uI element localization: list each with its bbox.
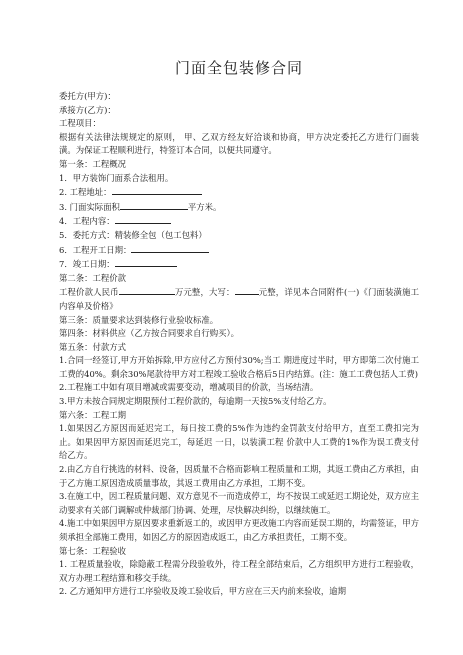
content-label: 4．工程内容： — [59, 216, 115, 227]
price-blank[interactable] — [119, 285, 175, 295]
section-6-paragraph-1: 1.如果因乙方原因而延迟完工，每日按工费的5%作为违约金罚款支付给甲方，直至工费扣完为止。如果因甲方原因而延迟完工，每延迟 一日，以装潢工程 价款中人工费的1%作为误工费支付给乙方。 — [59, 423, 419, 461]
contractor-line: 承接方(乙方)： — [59, 104, 116, 115]
section-7-paragraph-2: 2. 乙方通知甲方进行工序验收及竣工验收后，甲方应在三天内前来验收，逾期 — [59, 586, 347, 597]
address-label: 2. 工程地址： — [59, 187, 112, 198]
price-detail: 元整，详见本合同附件(一)《门面装潢施工内容单及价格》 — [59, 287, 419, 311]
section-3: 第三条：质量要求达到装修行业验收标准。 — [59, 314, 219, 325]
section-2-paragraph — [59, 285, 419, 313]
section-7-heading: 第七条：工程验收 — [59, 545, 126, 556]
intro-paragraph: 根据有关法律法规规定的原则， 甲、乙双方经友好洽谈和协商，甲方决定委托乙方进行门面装潢。为保证工程顺利进行，特签订本合同，以便共同遵守。 — [59, 131, 419, 156]
section-5-heading: 第五条：付款方式 — [59, 341, 126, 352]
section-1-item-3 — [59, 200, 419, 215]
address-blank[interactable] — [112, 185, 202, 195]
section-2-heading: 第二条：工程价款 — [59, 272, 126, 283]
section-4: 第四条：材料供应（乙方按合同要求自行购买）。 — [59, 328, 240, 339]
project-line: 工程项目： — [59, 118, 101, 129]
section-1-heading: 第一条：工程概况 — [59, 158, 126, 169]
end-date-blank[interactable] — [115, 257, 177, 267]
content-blank[interactable] — [115, 214, 171, 224]
section-7-paragraph-1: 1. 工程质量验收，除隐蔽工程需分段验收外，待工程全部结束后，乙方组织甲方进行工程验收，双方办理工程结算和移交手续。 — [59, 559, 419, 583]
section-1-item-2 — [59, 185, 419, 200]
document-title: 门面全包装修合同 — [174, 59, 303, 77]
start-date-label: 6．工程开工日期： — [59, 244, 132, 255]
section-1-item-6 — [59, 243, 419, 258]
contract-body — [59, 90, 419, 599]
section-6-paragraph-3: 3.在施工中，因工程质量问题、双方意见不一而造成停工，均不按误工或延迟工期论处，双方应主动要求有关部门调解或仲裁部门协调、处理，尽快解决纠纷，以继续施工。 — [59, 491, 419, 515]
price-label: 工程价款人民币 — [59, 287, 119, 298]
section-5-paragraph-2: 2.工程施工中如有项目增减或需要变动，增减项目的价款，当场结清。 — [59, 382, 319, 393]
section-1-item-5: 5．委托方式：精装修全包（包工包料） — [59, 229, 207, 240]
section-6-paragraph-4: 4.施工中如果因甲方原因要求重新返工的，或因甲方更改施工内容而延误工期的，均需签证，甲方须承担全部施工费用，如因乙方的原因造成返工，由乙方承担责任，工期不变。 — [59, 518, 419, 542]
start-date-blank[interactable] — [131, 243, 209, 253]
client-line: 委托方(甲方)： — [59, 91, 116, 101]
area-unit: 平方米。 — [187, 201, 222, 212]
section-6-heading: 第六条：工程工期 — [59, 409, 126, 420]
area-blank[interactable] — [120, 200, 188, 210]
section-5-paragraph-3: 3.甲方未按合同规定期限预付工程价款的，每逾期一天按5%支付给乙方。 — [59, 396, 332, 407]
section-5-paragraph-1: 1.合同一经签订,甲方开始拆除,甲方应付乙方预付30%;当工 期进度过半时，甲方即第二次付施工工费的40%。剩余30%尾款待甲方对工程竣工验收合格后5日内结算。(注：施工工费包括人工费) — [59, 355, 419, 379]
section-1-item-7 — [59, 257, 419, 272]
section-1-item-1: 1．甲方装饰门面系合法租用。 — [59, 172, 174, 183]
end-date-label: 7．竣工日期： — [59, 259, 115, 270]
area-label: 3. 门面实际面积 — [59, 201, 120, 212]
section-6-paragraph-2: 2.由乙方自行挑选的材料、设备，因质量不合格而影响工程质量和工期，其返工费由乙方承担，由于乙方施工原因造成质量事故，其返工费用由乙方承担，工期不变。 — [59, 464, 419, 488]
section-1-item-4 — [59, 214, 419, 229]
price-caps-label: 万元整，大写： — [174, 287, 235, 298]
price-caps-blank[interactable] — [235, 285, 259, 295]
